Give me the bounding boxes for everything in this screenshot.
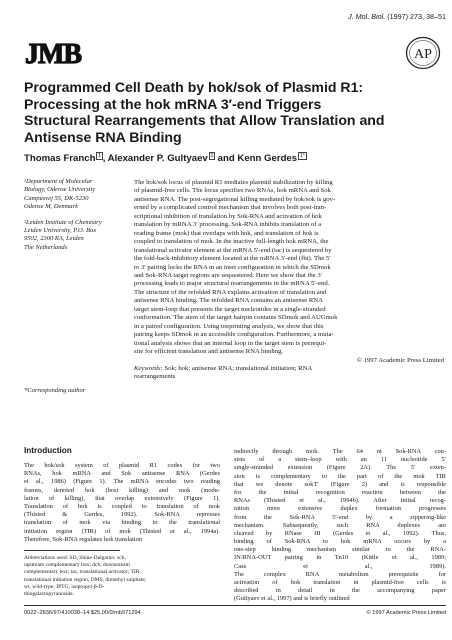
body-text-line: described in detail in the accompanying paper bbox=[234, 587, 446, 595]
abstract-line: erned by a complicated control mechanism that involves both post-tran- bbox=[134, 204, 327, 212]
affiliation-line: Leiden University, P.O. Box bbox=[24, 227, 97, 235]
body-text-line: for the initial recognition reaction between the bbox=[234, 488, 446, 496]
title-line: Antisense RNA Binding bbox=[24, 128, 182, 145]
affiliation-line: 9502, 2300 RA, Leiden bbox=[24, 235, 84, 243]
keywords-text: Sok; hok; antisense RNA; translational initiation; RNA bbox=[162, 364, 313, 372]
abstract-line: translational activator element at the mRNA 5′-end (tac) is sequestered by bbox=[134, 246, 332, 254]
publisher-logo-text: AP bbox=[414, 47, 432, 62]
footer-divider bbox=[24, 605, 446, 606]
affiliation-2 bbox=[24, 219, 128, 253]
affiliation-line: Biology, Odense University bbox=[24, 186, 96, 194]
title-line: Structural Rearrangements that Allow Translation and bbox=[24, 112, 385, 129]
body-text-line: nition more extensive duplex formation progresses bbox=[234, 505, 446, 513]
author-name: Thomas Franch bbox=[24, 153, 96, 165]
abstract-line: pairing keeps SDmok in an accessible configuration. Furthermore, a muta- bbox=[134, 331, 334, 339]
body-column-right bbox=[234, 448, 446, 604]
body-text-line: The hok/sok system of plasmid R1 codes for two bbox=[24, 462, 220, 469]
keywords-continuation: rearrangements bbox=[134, 373, 176, 381]
keywords-line bbox=[134, 365, 444, 373]
journal-name: J. Mol. Biol. bbox=[348, 12, 386, 21]
body-text-line: Translation of hok is coupled to translation of mok bbox=[24, 502, 220, 510]
body-text-line: activation of hok translation in plasmid-free cells is bbox=[234, 579, 446, 586]
affiliation-line: Odense M, Denmark bbox=[24, 203, 78, 211]
body-text-line: sists of a stem–loop with an 11 nucleotide 5′ bbox=[234, 456, 446, 464]
abstract-line: antisense RNA binding. The refolded RNA contains an antisense RNA bbox=[134, 297, 323, 305]
footnote-line: wt, wild-type; IPTG, isopropyl-β-D- bbox=[24, 583, 105, 590]
title-line: Programmed Cell Death by hok/sok of Plasmid R1: bbox=[24, 79, 364, 95]
affiliation-mark[interactable]: 2 bbox=[210, 153, 214, 159]
body-text-line: single-stranded extension (Figure 2A). The 5′ exten- bbox=[234, 464, 446, 472]
body-text-line: (Thisted & Gerdes, 1992). Sok-RNA represses bbox=[24, 511, 220, 519]
affiliation-1 bbox=[24, 178, 128, 212]
body-text-line: translation of mok via binding to the translational bbox=[24, 519, 220, 527]
abstract-line: the fold-back-inhibitory element located at the mRNA 3′-end (fbi). The 5′ bbox=[134, 255, 331, 263]
footnote-line: complementary box; tac, translational activator; TIR, bbox=[24, 569, 141, 576]
abstract-line: processing leads to major structural rearrangements in the mRNA 5′-end. bbox=[134, 280, 330, 288]
author-name: and Kenn Gerdes bbox=[215, 153, 298, 165]
abstract-line: scriptional inhibition of translation by Sok-RNA and activation of hok bbox=[134, 212, 322, 220]
keywords-label: Keywords: bbox=[134, 364, 163, 372]
abstract-line: of plasmid-free cells. The locus specifies two RNAs, hok mRNA and Sok bbox=[134, 187, 331, 195]
abstract-copyright: © 1997 Academic Press Limited bbox=[356, 356, 444, 364]
abstract-line: The structure of the refolded RNA explains activation of translation and bbox=[134, 288, 327, 296]
body-text-line: sion is complementary to the part of the mok TIR bbox=[234, 472, 446, 480]
footer-identifier: 0022–2836/97/410038–14 $25.00/0/mb971294 bbox=[24, 610, 141, 616]
abstract-line: in a paired configuration. Using toeprinting analysis, we show that this bbox=[134, 322, 324, 330]
jmb-logo bbox=[24, 40, 106, 66]
body-text-line: IN/RNA-OUT pairing in Tn10 (Kittle et al., 1989; bbox=[234, 554, 446, 562]
affiliation-line: ²Leiden Institute of Chemistry bbox=[24, 218, 102, 226]
journal-reference bbox=[300, 12, 446, 21]
author-list bbox=[24, 152, 444, 164]
body-text-line: Case et al., 1989). bbox=[234, 562, 446, 570]
footnote-line: thiogalactopyranoside. bbox=[24, 591, 74, 598]
body-text-line: (Gultyaev et al., 1997) and is briefly outlined bbox=[234, 595, 350, 603]
body-text-line: The complex RNA metabolism prerequisite for bbox=[234, 570, 446, 578]
body-text-line: RNAs, hok mRNA and Sok antisense RNA (Gerdes bbox=[24, 470, 220, 478]
section-heading-introduction: Introduction bbox=[24, 446, 72, 455]
abstract bbox=[134, 179, 444, 382]
title-line: Processing at the hok mRNA 3′-end Triggers bbox=[24, 95, 322, 112]
body-text-line: frames, denoted hok (host killing) and mok (modu- bbox=[24, 486, 220, 494]
author-name: , Alexander P. Gultyaev bbox=[102, 153, 208, 165]
abbreviations-footnote bbox=[24, 555, 220, 598]
body-text-line: RNAs (Thisted et al., 1994b). After initial recog- bbox=[234, 497, 446, 505]
affiliation-line: Campusvej 55, DK-5230 bbox=[24, 194, 89, 202]
affiliation-line: ¹Department of Molecular bbox=[24, 178, 93, 185]
abstract-line: reading frame (mok) that overlaps with hok, and translation of hok is bbox=[134, 229, 319, 237]
body-text-line: Therefore, Sok-RNA regulates hok translation bbox=[24, 535, 143, 543]
footnote-line: upstream complementary box; dcb, downstream bbox=[24, 562, 130, 569]
article-title bbox=[24, 79, 434, 145]
abstract-line: translation by mRNA 3′ processing. Sok-RNA inhibits translation of a bbox=[134, 221, 322, 229]
abstract-body bbox=[134, 179, 444, 357]
body-text-line: that we denote sokT′ (Figure 2) and is responsible bbox=[234, 480, 446, 488]
body-text-line: binding of Sok-RNA to hok mRNA occurs by a bbox=[234, 538, 446, 546]
body-text-line: from the Sok-RNA 5′-end by a zippering-like bbox=[234, 513, 446, 521]
footer-copyright: © 1997 Academic Press Limited bbox=[366, 610, 446, 616]
affiliations bbox=[24, 178, 128, 259]
body-text-line: mechanism. Subsequently, such RNA duplexes are bbox=[234, 521, 446, 529]
abstract-line: tional analysis shows that an internal loop in the target stem is prerequi- bbox=[134, 339, 327, 347]
abstract-line: and Sok-RNA target regions are sequestered. Here we show that the 3′ bbox=[134, 271, 323, 279]
abstract-line: site for efficient translation and antisense RNA binding. bbox=[134, 348, 284, 356]
body-column-left bbox=[24, 462, 220, 544]
body-text-line: one-step binding mechanism similar to the RNA- bbox=[234, 546, 446, 554]
affiliation-mark[interactable]: 1* bbox=[299, 153, 305, 159]
body-text-line: et al., 1986) (Figure 1). The mRNA encodes two reading bbox=[24, 478, 220, 486]
footnote-line: translational initiation region; DMS, dimethyl sulphate; bbox=[24, 576, 147, 583]
publisher-logo bbox=[405, 36, 441, 70]
abstract-line: target stem-loop that presents the target nucleotides in a single-stranded bbox=[134, 305, 326, 313]
body-text-line: initiation region (TIR) of mok (Thisted et al., 1994a). bbox=[24, 527, 220, 535]
abstract-line: to 3′ pairing locks the RNA in an inert configuration in which the SDmok bbox=[134, 263, 331, 271]
journal-volume-pages: (1997) 273, 38–51 bbox=[387, 12, 446, 21]
corresponding-author-note: *Corresponding author bbox=[24, 387, 86, 394]
footnote-line: Abbreviations used: SD, Shine-Dalgarno; scb, bbox=[24, 555, 126, 561]
abstract-line: coupled to translation of mok. In the inactive full-length hok mRNA, the bbox=[134, 238, 329, 246]
abstract-line: antisense RNA. The post-segregational killing mediated by hok/sok is gov- bbox=[134, 195, 336, 203]
affiliation-line: The Netherlands bbox=[24, 243, 68, 251]
footnote-divider bbox=[24, 550, 120, 551]
jmb-logo-text: JMB bbox=[25, 40, 82, 66]
body-text-line: cleaved by RNase III (Gerdes et al., 1992). Thus, bbox=[234, 529, 446, 537]
abstract-line: conformation. The stem of the target hairpin contains SDmok and AUGmok bbox=[134, 314, 338, 322]
body-text-line: indirectly through mok. The 64 nt Sok-RNA con- bbox=[234, 448, 446, 455]
affiliation-mark[interactable]: 1 bbox=[98, 153, 102, 159]
body-text-line: lation of killing), that overlap extensively (Figure 1). bbox=[24, 494, 220, 502]
abstract-line: The hok/sok locus of plasmid R1 mediates plasmid stabilization by killing bbox=[134, 179, 333, 186]
